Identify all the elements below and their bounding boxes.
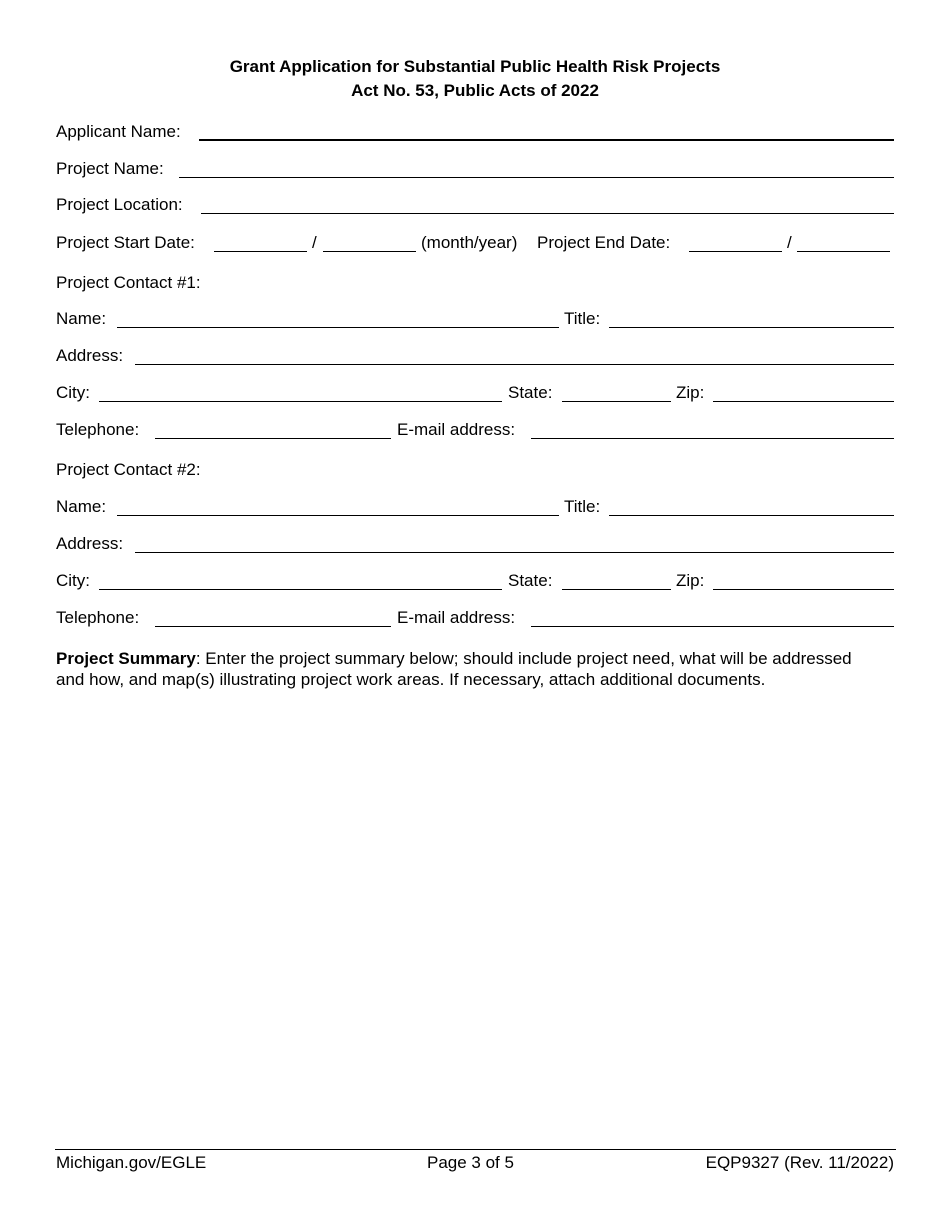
applicant-name-label: Applicant Name: [56,122,181,141]
project-summary-label: Project Summary [56,649,196,668]
contact1-city-label: City: [56,383,90,402]
contact2-title-label: Title: [564,497,601,516]
contact1-zip-label: Zip: [676,383,705,402]
form-title: Grant Application for Substantial Public Health Risk Projects [229,57,721,76]
contact1-name-label: Name: [56,309,107,328]
project-location-field[interactable] [201,213,894,214]
project-summary-instructions [56,648,856,690]
project-name-field[interactable] [179,177,894,178]
footer-divider [55,1149,896,1150]
contact2-heading: Project Contact #2: [56,460,201,479]
contact1-city-field[interactable] [99,401,502,402]
contact1-email-field[interactable] [531,438,894,439]
contact1-telephone-field[interactable] [155,438,391,439]
end-month-field[interactable] [689,251,782,252]
contact2-state-label: State: [508,571,553,590]
contact1-heading: Project Contact #1: [56,273,201,292]
end-date-label: Project End Date: [537,233,671,252]
project-name-label: Project Name: [56,159,164,178]
end-date-slash: / [787,233,792,252]
contact1-state-field[interactable] [562,401,671,402]
month-year-hint: (month/year) [421,233,518,252]
contact1-name-field[interactable] [117,327,559,328]
contact1-zip-field[interactable] [713,401,894,402]
end-year-field[interactable] [797,251,890,252]
contact2-zip-field[interactable] [713,589,894,590]
contact1-telephone-label: Telephone: [56,420,140,439]
contact2-state-field[interactable] [562,589,671,590]
footer-page-number: Page 3 of 5 [427,1153,514,1172]
project-summary-text: : Enter the project summary below; should include project need, what will be addressed and how, and map(s) illustrating project work areas. If necessary, attach additional documents. [56,649,852,689]
start-date-label: Project Start Date: [56,233,195,252]
contact2-telephone-field[interactable] [155,626,391,627]
contact2-address-label: Address: [56,534,124,553]
contact2-city-field[interactable] [99,589,502,590]
form-subtitle: Act No. 53, Public Acts of 2022 [351,81,599,100]
footer-form-number: EQP9327 (Rev. 11/2022) [705,1153,894,1172]
start-month-field[interactable] [214,251,307,252]
contact1-email-label: E-mail address: [397,420,516,439]
contact1-address-label: Address: [56,346,124,365]
start-date-slash: / [312,233,317,252]
contact2-title-field[interactable] [609,515,894,516]
project-location-label: Project Location: [56,195,183,214]
contact1-state-label: State: [508,383,553,402]
contact2-name-field[interactable] [117,515,559,516]
applicant-name-field[interactable] [199,139,894,141]
contact2-telephone-label: Telephone: [56,608,140,627]
contact2-name-label: Name: [56,497,107,516]
contact1-title-field[interactable] [609,327,894,328]
contact2-email-label: E-mail address: [397,608,516,627]
contact1-title-label: Title: [564,309,601,328]
contact2-address-field[interactable] [135,552,894,553]
footer-website: Michigan.gov/EGLE [56,1153,207,1172]
contact2-city-label: City: [56,571,90,590]
contact2-email-field[interactable] [531,626,894,627]
contact1-address-field[interactable] [135,364,894,365]
contact2-zip-label: Zip: [676,571,705,590]
start-year-field[interactable] [323,251,416,252]
